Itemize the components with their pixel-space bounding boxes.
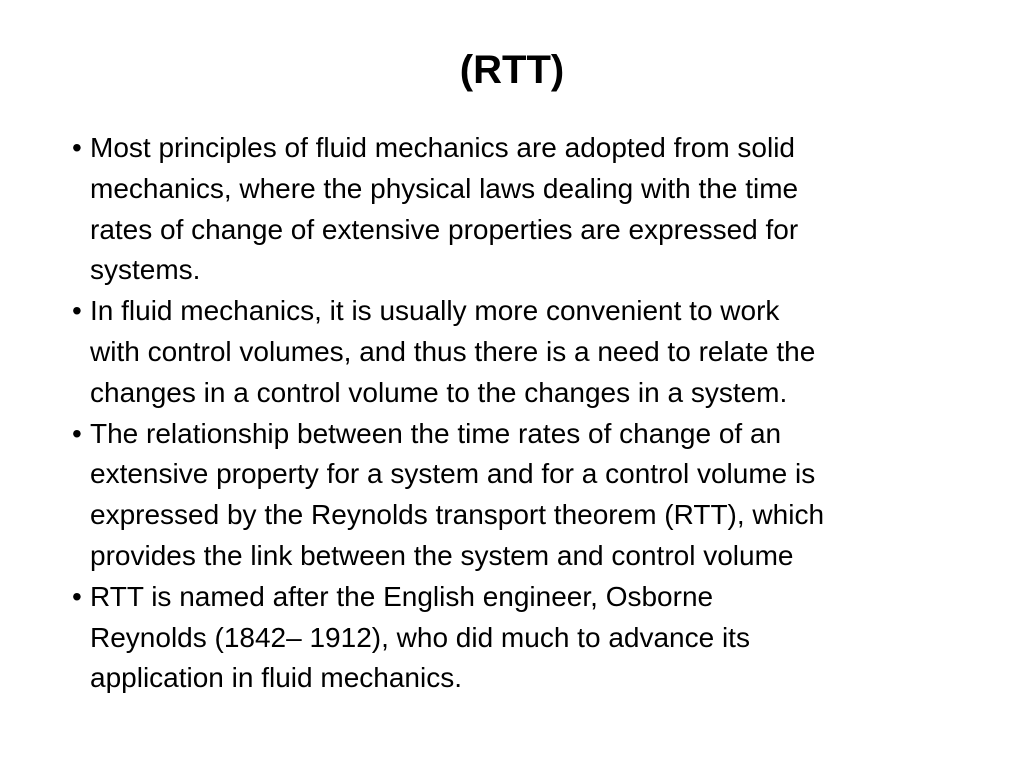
bullet-text-line: application in fluid mechanics. (90, 662, 462, 694)
bullet-text-line: changes in a control volume to the changes in a system. (90, 376, 788, 408)
bullet-icon: • (72, 580, 82, 612)
bullet-text-line: with control volumes, and thus there is a need to relate the (90, 335, 816, 367)
bullet-item (70, 291, 1000, 413)
bullet-text-line: The relationship between the time rates of change of an (90, 417, 782, 449)
bullet-text-line: Most principles of fluid mechanics are adopted from solid (90, 132, 796, 163)
bullet-item (70, 128, 1000, 291)
bullet-text-line: mechanics, where the physical laws dealing with the time (90, 172, 799, 204)
bullet-text-line: In fluid mechanics, it is usually more convenient to work (90, 295, 780, 327)
bullet-item (70, 414, 1000, 577)
slide-title: (RTT) (459, 48, 565, 92)
bullet-list (70, 128, 1000, 699)
bullet-text-line: expressed by the Reynolds transport theorem (RTT), which (90, 499, 825, 531)
bullet-item (70, 577, 1000, 699)
bullet-text-line: RTT is named after the English engineer, Osborne (90, 580, 714, 612)
bullet-text-line: Reynolds (1842– 1912), who did much to advance its (90, 621, 750, 653)
bullet-text-line: provides the link between the system and control volume (90, 539, 794, 571)
bullet-icon: • (72, 132, 82, 163)
bullet-text-line: systems. (90, 254, 201, 286)
bullet-text-line: rates of change of extensive properties are expressed for (90, 213, 799, 245)
bullet-icon: • (72, 417, 82, 449)
bullet-icon: • (72, 295, 82, 327)
bullet-text-line: extensive property for a system and for a control volume is (90, 458, 816, 490)
